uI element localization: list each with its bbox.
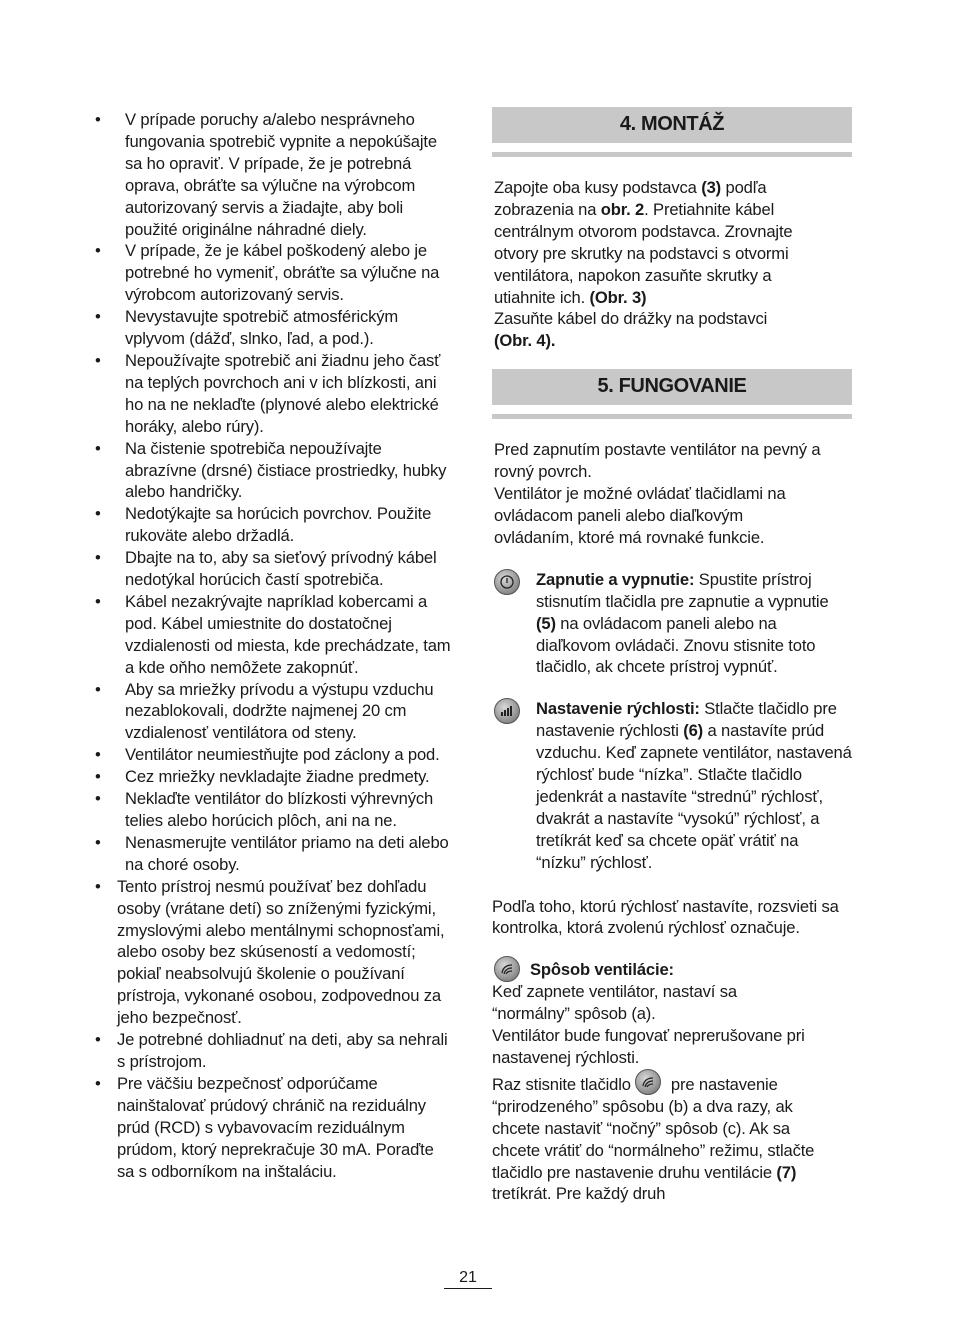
power-icon [494,569,520,595]
text-run: Zapojte oba kusy podstavca [494,178,702,197]
ref-button-5: (5) [536,613,556,633]
text-run: . Pretiahnite kábel centrálnym otvorom podstavca. Zrovnajte otvory pre skrutky na podstavci s otvormi ventilátora, napokon zasuňte skrutky a utiahnite ich. [494,199,793,307]
text-run: a nastavíte prúd vzduchu. Keď zapnete ventilátor, nastavená rýchlosť bude “nízka”. Stlačte tlačidlo jedenkrát a nastavíte “strednú” rýchlosť, dvakrát a nastavíte “vysokú” rýchlosť, a tretíkrát keď sa chcete opäť vrátiť na “nízku” rýchlosť. [536,721,852,872]
list-item: • Aby sa mriežky prívodu a výstupu vzduchu nezablokovali, dodržte najmenej 20 cm vzdialenosť ventilátora od steny. [95,679,455,745]
text-run: Spustite prístroj stisnutím tlačidla pre zapnutie a vypnutie [536,569,829,611]
speed-icon [494,698,520,724]
list-item: • Ventilátor neumiestňujte pod záclony a pod. [95,744,455,766]
mode-heading [492,959,852,981]
mode-text-3 [492,1069,837,1205]
section-title-fungovanie: 5. FUNGOVANIE [492,369,852,405]
onoff-instruction [492,569,852,679]
mode-text-1: Keď zapnete ventilátor, nastaví sa “normálny” spôsob (a). [492,982,737,1024]
ref-button-7: (7) [776,1162,797,1182]
text-run: Stlačte tlačidlo pre nastavenie rýchlosti [536,699,837,741]
list-item: • Tento prístroj nesmú používať bez dohľadu osoby (vrátane detí) so zníženými fyzickými, zmyslovými alebo mentálnymi schopnosťami, alebo osoby bez skúseností a vedomostí; pokiaľ neabsolvujú školenie o používaní prístroja, vykonané osobou, zodpovednou za jeho bezpečnosť. [95,876,455,1029]
fungovanie-paragraph-2: Ventilátor je možné ovládať tlačidlami na ovládacom paneli alebo diaľkovým ovládaním, ktoré má rovnaké funkcie. [494,484,786,547]
mode-instruction [492,959,852,1205]
text-run: na ovládacom paneli alebo na diaľkovom ovládači. Znovu stisnite toto tlačidlo, ak chcete prístroj vypnúť. [536,613,816,677]
header-rule [492,152,852,157]
left-column [95,109,455,1182]
list-item: • V prípade poruchy a/alebo nesprávneho fungovania spotrebič vypnite a nepokúšajte sa ho opraviť. V prípade, že je potrebná oprava, obráťte sa výlučne na výrobcom autorizovaný servis a žiadajte, aby boli použité originálne náhradné diely. [95,109,455,240]
list-item: • Kábel nezakrývajte napríklad kobercami a pod. Kábel umiestnite do dostatočnej vzdialenosti od miesta, kde prechádzate, tam a kde oňho nemôžete zakopnúť. [95,591,455,679]
page-number: 21 [444,1269,492,1289]
list-item: • V prípade, že je kábel poškodený alebo je potrebné ho vymeniť, obráťte sa výlučne na výrobcom autorizovaný servis. [95,240,455,306]
list-item: • Nedotýkajte sa horúcich povrchov. Použite rukoväte alebo držadlá. [95,503,455,547]
section-header-fungovanie [492,369,852,419]
fungovanie-paragraph-3: Podľa toho, ktorú rýchlosť nastavíte, rozsvieti sa kontrolka, ktorá zvolenú rýchlosť označuje. [492,896,839,938]
fungovanie-paragraph-1: Pred zapnutím postavte ventilátor na pevný a rovný povrch. [494,440,821,482]
montaz-paragraph-2 [492,308,852,352]
list-item: • Na čistenie spotrebiča nepoužívajte abrazívne (drsné) čistiace prostriedky, hubky alebo handričky. [95,438,455,504]
mode-label: Spôsob ventilácie: [530,960,674,980]
list-item: • Pre väčšiu bezpečnosť odporúčame nainštalovať prúdový chránič na reziduálny prúd (RCD) s vybavovacím reziduálnym prúdom, ktorý neprekračuje 30 mA. Poraďte sa s odborníkom na inštaláciu. [95,1073,455,1183]
text-run: podľa zobrazenia na [494,178,767,219]
list-item: • Cez mriežky nevkladajte žiadne predmety. [95,766,455,788]
safety-list-extra [95,876,455,1183]
right-column [492,107,852,1205]
speed-instruction [492,698,852,873]
text-run: tretíkrát. Pre každý druh [492,1184,666,1204]
text-run: Zasuňte kábel do drážky na podstavci [494,309,768,329]
section-title-montaz: 4. MONTÁŽ [492,107,852,143]
mode-icon [635,1069,661,1095]
header-rule [492,414,852,419]
mode-text-2: Ventilátor bude fungovať neprerušovane pri nastavenej rýchlosti. [492,1026,805,1067]
list-item: • Nepoužívajte spotrebič ani žiadnu jeho časť na teplých povrchoch ani v ich blízkosti, ani ho na ne neklaďte (plynové alebo elektrické horáky, alebo rúry). [95,350,455,438]
list-item: • Neklaďte ventilátor do blízkosti výhrevných telies alebo horúcich plôch, ani na ne. [95,788,455,832]
onoff-label: Zapnutie a vypnutie: [536,569,695,589]
list-item: • Nevystavujte spotrebič atmosférickým vplyvom (dážď, slnko, ľad, a pod.). [95,306,455,350]
speed-label: Nastavenie rýchlosti: [536,699,700,719]
ref-fig-3: (Obr. 3) [589,287,647,307]
section-header-montaz [492,107,852,157]
safety-list [95,109,455,876]
ref-fig-4: (Obr. 4). [494,331,556,351]
ref-fig-2: obr. 2 [600,199,645,219]
list-item: • Dbajte na to, aby sa sieťový prívodný kábel nedotýkal horúcich častí spotrebiča. [95,547,455,591]
ref-button-6: (6) [683,721,704,741]
list-item: • Je potrebné dohliadnuť na deti, aby sa nehrali s prístrojom. [95,1029,455,1073]
list-item: • Nenasmerujte ventilátor priamo na deti alebo na choré osoby. [95,832,455,876]
montaz-paragraph-1 [492,177,834,308]
ref-part-3: (3) [701,178,722,197]
text-run: pre nastavenie “prirodzeného” spôsobu (b) a dva razy, ak chcete nastaviť “nočný” spôsob (c). Ak sa chcete vrátiť do “normálneho” režimu, stlačte tlačidlo pre nastavenie druhu ventilácie [492,1074,815,1182]
text-run: Raz stisnite tlačidlo [492,1074,631,1094]
mode-icon [494,956,520,982]
